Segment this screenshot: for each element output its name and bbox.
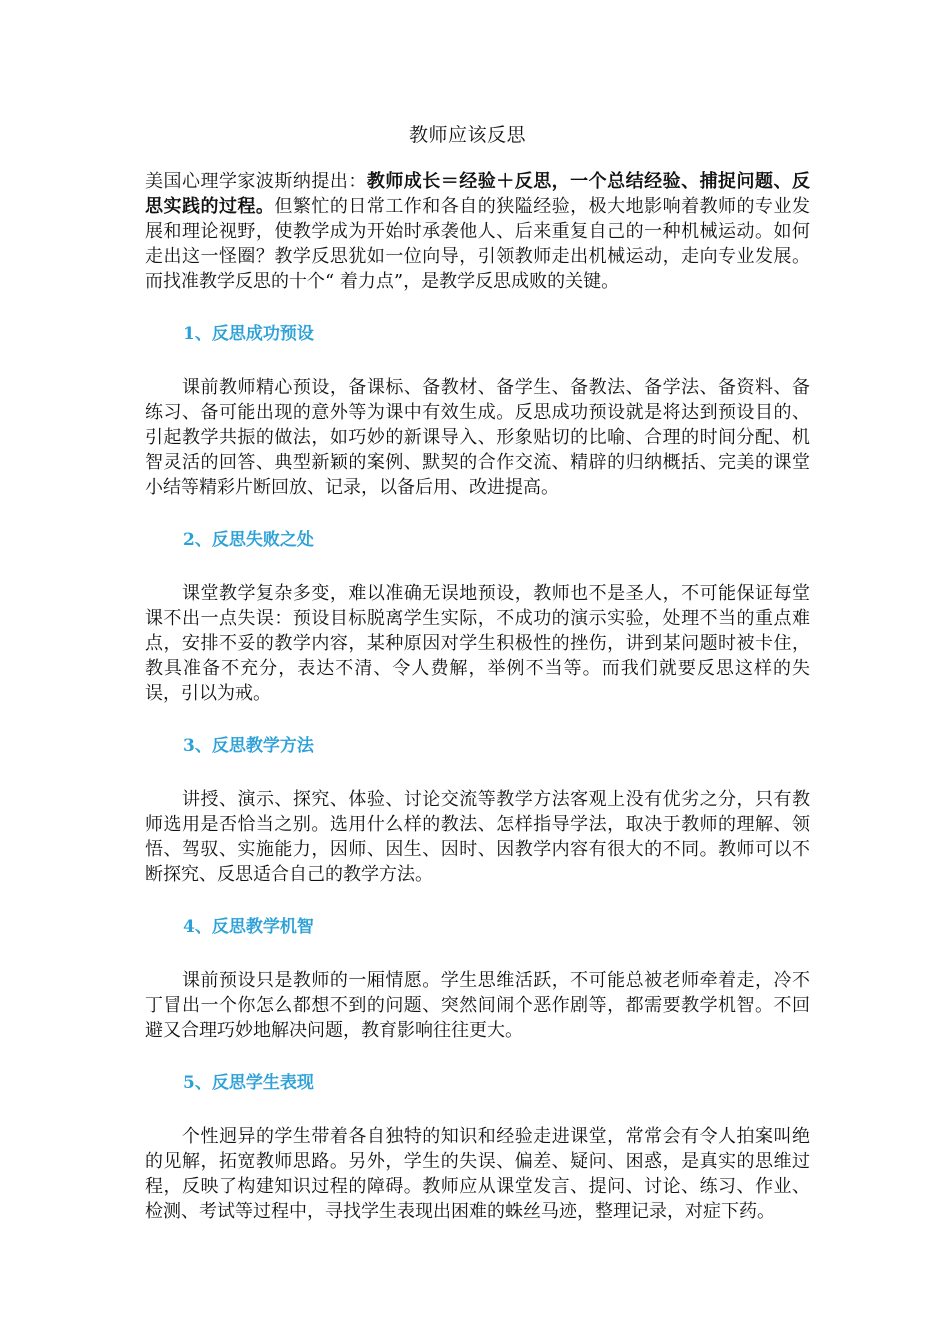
section-2	[145, 528, 810, 706]
section-heading: 5、反思学生表现	[183, 1073, 314, 1093]
section-body: 个性迥异的学生带着各自独特的知识和经验走进课堂，常常会有令人拍案叫绝的见解，拓宽教师思路。另外，学生的失误、偏差、疑问、困惑，是真实的思维过程，反映了构建知识过程的障碍。教师应从课堂发言、提问、讨论、练习、作业、检测、考试等过程中，寻找学生表现出困难的蛛丝马迹，整理记录，对症下药。	[145, 1126, 810, 1222]
section-5	[145, 1071, 810, 1224]
intro-bold-quote: 教师成长＝经验＋反思，一个总结经验、捕捉问题、反思实践的过程。	[145, 171, 810, 217]
intro-paragraph	[145, 169, 810, 294]
section-1	[145, 322, 810, 500]
section-body: 课前预设只是教师的一厢情愿。学生思维活跃，不可能总被老师牵着走，冷不丁冒出一个你怎么都想不到的问题、突然间闹个恶作剧等，都需要教学机智。不回避又合理巧妙地解决问题，教育影响往往更大。	[145, 970, 810, 1041]
section-3	[145, 734, 810, 887]
document-title: 教师应该反思	[408, 124, 526, 146]
intro-lead: 美国心理学家波斯纳提出：	[145, 171, 367, 192]
section-heading: 4、反思教学机智	[183, 917, 314, 937]
section-4	[145, 915, 810, 1043]
document-page	[145, 120, 810, 1252]
section-body: 课前教师精心预设，备课标、备教材、备学生、备教法、备学法、备资料、备练习、备可能出现的意外等为课中有效生成。反思成功预设就是将达到预设目的、引起教学共振的做法，如巧妙的新课导入、形象贴切的比喻、合理的时间分配、机智灵活的回答、典型新颖的案例、默契的合作交流、精辟的归纳概括、完美的课堂小结等精彩片断回放、记录，以备后用、改进提高。	[145, 377, 810, 498]
section-body: 讲授、演示、探究、体验、讨论交流等教学方法客观上没有优劣之分，只有教师选用是否恰当之别。选用什么样的教法、怎样指导学法，取决于教师的理解、领悟、驾驭、实施能力，因师、因生、因时、因教学内容有很大的不同。教师可以不断探究、反思适合自己的教学方法。	[145, 789, 810, 885]
section-heading: 2、反思失败之处	[183, 530, 314, 550]
section-body: 课堂教学复杂多变，难以准确无误地预设，教师也不是圣人，不可能保证每堂课不出一点失误：预设目标脱离学生实际，不成功的演示实验，处理不当的重点难点，安排不妥的教学内容，某种原因对学生积极性的挫伤，讲到某问题时被卡住，教具准备不充分，表达不清、令人费解，举例不当等。而我们就要反思这样的失误，引以为戒。	[145, 583, 810, 704]
intro-rest: 但繁忙的日常工作和各自的狭隘经验，极大地影响着教师的专业发展和理论视野，使教学成为开始时承袭他人、后来重复自己的一种机械运动。如何走出这一怪圈？教学反思犹如一位向导，引领教师走出机械运动，走向专业发展。而找准教学反思的十个“ 着力点”，是教学反思成败的关键。	[145, 196, 811, 292]
section-heading: 3、反思教学方法	[183, 736, 314, 756]
section-heading: 1、反思成功预设	[183, 324, 314, 344]
